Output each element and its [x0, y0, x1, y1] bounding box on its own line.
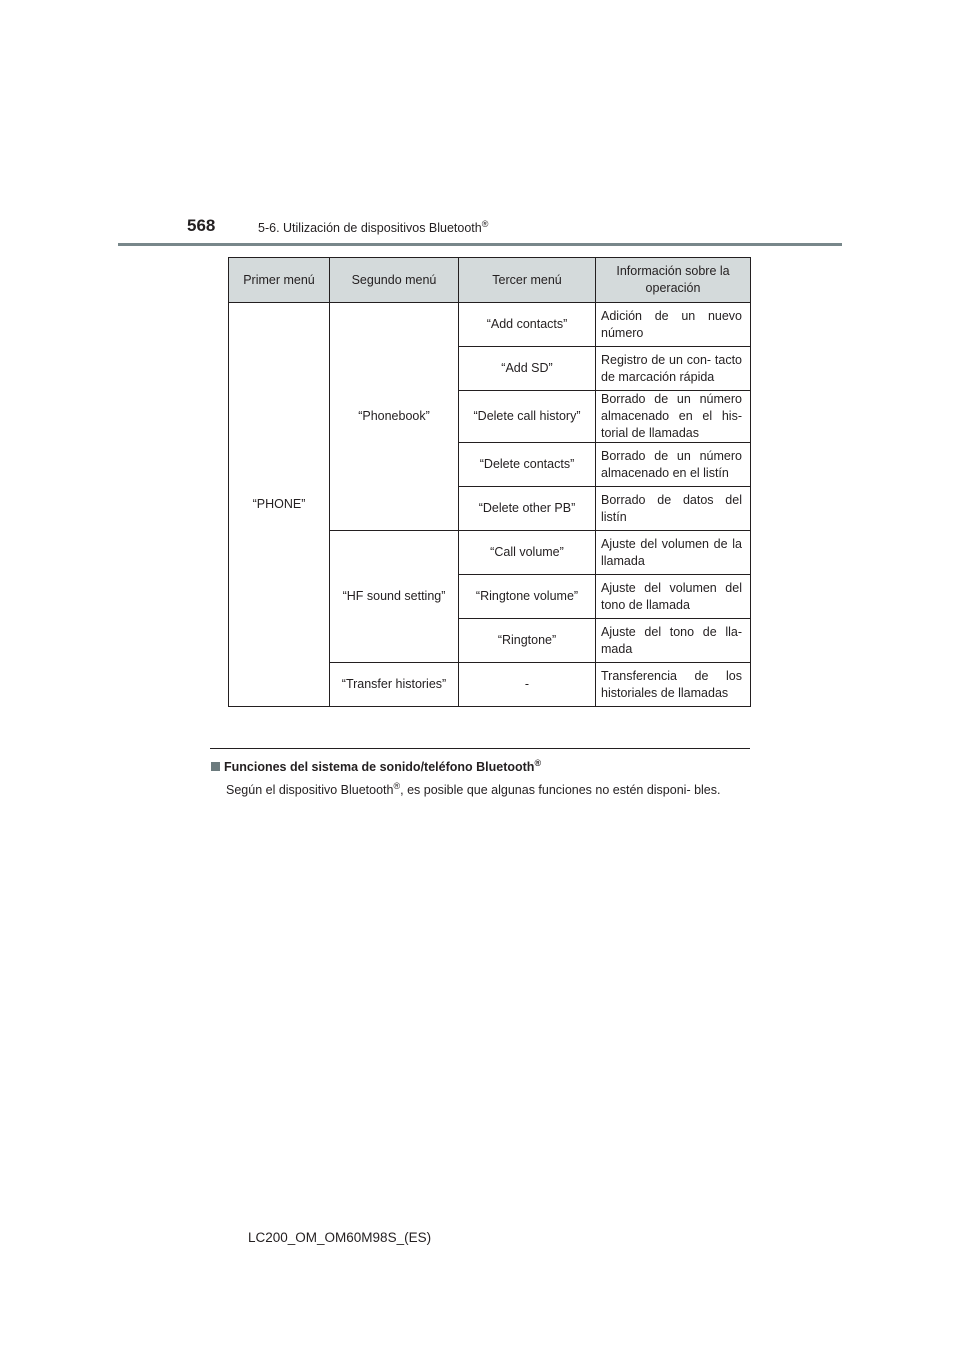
third-menu-cell: “Ringtone”: [459, 619, 596, 663]
third-menu-cell: “Delete call history”: [459, 391, 596, 443]
column-header-second-menu: Segundo menú: [330, 258, 459, 303]
operation-info-cell: Ajuste del volumen de la llamada: [596, 531, 751, 575]
column-header-first-menu: Primer menú: [229, 258, 330, 303]
third-menu-cell: -: [459, 663, 596, 707]
header-rule: [118, 243, 842, 246]
registered-mark: ®: [481, 218, 489, 229]
feature-heading: [211, 757, 542, 774]
table-row: [229, 303, 751, 347]
operation-info-cell: Ajuste del volumen del tono de llamada: [596, 575, 751, 619]
bluetooth-menu-table: [228, 257, 751, 707]
operation-info-cell: Borrado de un número almacenado en el listín: [596, 443, 751, 487]
square-bullet-icon: [211, 762, 220, 771]
third-menu-cell: “Delete contacts”: [459, 443, 596, 487]
third-menu-cell: “Delete other PB”: [459, 487, 596, 531]
table-header-row: [229, 258, 751, 303]
operation-info-cell: Adición de un nuevo número: [596, 303, 751, 347]
column-header-operation-info: Información sobre la operación: [596, 258, 751, 303]
note-text-end: , es posible que algunas funciones no estén disponi- bles.: [400, 783, 721, 797]
first-menu-cell: “PHONE”: [229, 303, 330, 707]
column-header-third-menu: Tercer menú: [459, 258, 596, 303]
second-menu-cell: “Transfer histories”: [330, 663, 459, 707]
page-number: 568: [187, 216, 216, 235]
third-menu-cell: “Call volume”: [459, 531, 596, 575]
section-title-text: 5-6. Utilización de dispositivos Bluetooth: [258, 221, 482, 235]
operation-info-cell: Ajuste del tono de lla- mada: [596, 619, 751, 663]
feature-heading-text: Funciones del sistema de sonido/teléfono Bluetooth: [224, 760, 535, 774]
document-code: LC200_OM_OM60M98S_(ES): [248, 1230, 432, 1245]
section-divider: [210, 748, 750, 749]
note-text-start: Según el dispositivo Bluetooth: [226, 783, 394, 797]
registered-mark: ®: [393, 780, 401, 791]
third-menu-cell: “Add contacts”: [459, 303, 596, 347]
second-menu-cell: “Phonebook”: [330, 303, 459, 531]
feature-note-text: [226, 780, 750, 800]
third-menu-cell: “Ringtone volume”: [459, 575, 596, 619]
second-menu-cell: “HF sound setting”: [330, 531, 459, 663]
operation-info-cell: Registro de un con- tacto de marcación rápida: [596, 347, 751, 391]
section-title: [258, 218, 489, 235]
operation-info-cell: Borrado de datos del listín: [596, 487, 751, 531]
operation-info-cell: Transferencia de los historiales de llamadas: [596, 663, 751, 707]
operation-info-cell: Borrado de un número almacenado en el his- torial de llamadas: [596, 391, 751, 443]
registered-mark: ®: [534, 757, 542, 768]
third-menu-cell: “Add SD”: [459, 347, 596, 391]
